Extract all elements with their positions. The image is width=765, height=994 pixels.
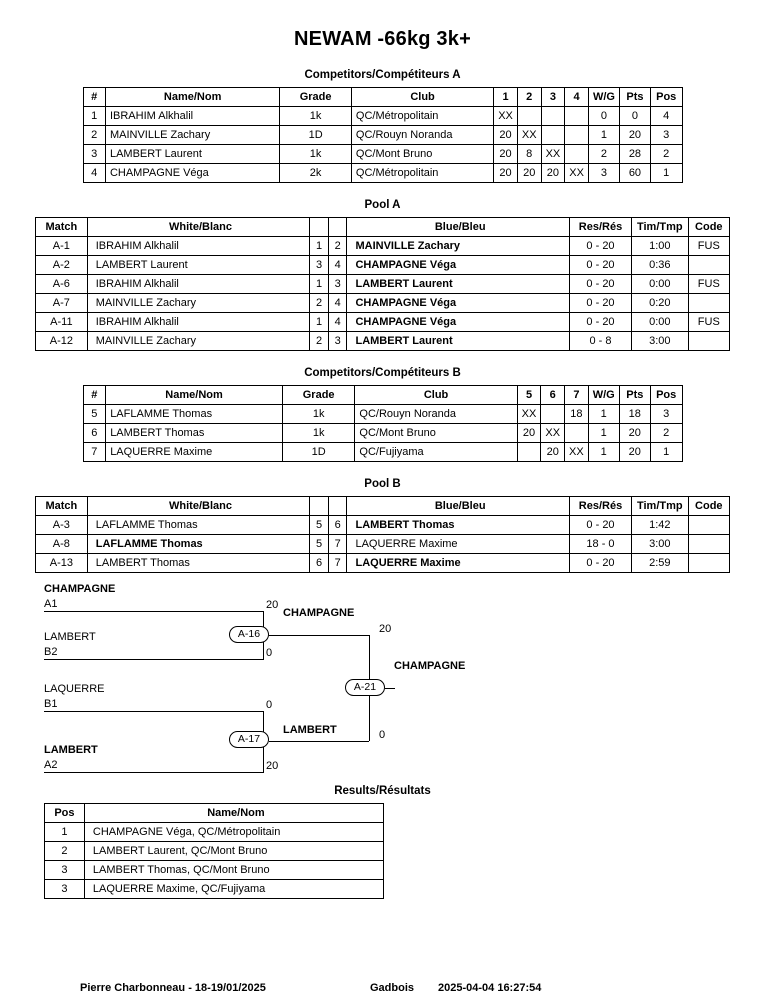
header-code: Code <box>688 497 729 516</box>
cell-blue-num: 4 <box>328 294 347 313</box>
bracket-entry-2-seed: B2 <box>44 646 58 658</box>
cell-num: 6 <box>83 424 106 443</box>
cell-pos: 3 <box>650 405 682 424</box>
bracket-final-winner: CHAMPAGNE <box>394 660 466 672</box>
cell-num: 1 <box>83 107 105 126</box>
cell-result: 0 - 20 <box>569 237 631 256</box>
header-res: Res/Rés <box>569 497 631 516</box>
table-row <box>83 424 682 443</box>
pool-b-body <box>36 516 730 573</box>
cell-pos: 1 <box>45 823 85 842</box>
cell-match: A-7 <box>36 294 88 313</box>
competitors-a-table <box>83 87 683 183</box>
cell-white-name: LAFLAMME Thomas <box>87 516 309 535</box>
cell-wg: 3 <box>588 164 619 183</box>
table-row <box>36 535 730 554</box>
cell-name: LAQUERRE Maxime, QC/Fujiyama <box>84 880 383 899</box>
cell-white-num: 5 <box>310 535 329 554</box>
cell-result: 0 - 20 <box>569 554 631 573</box>
bracket-match-node-a16[interactable]: A-16 <box>229 626 269 643</box>
cell-blue-num: 4 <box>328 256 347 275</box>
cell-time: 1:42 <box>632 516 689 535</box>
cell-result: 0 - 20 <box>569 516 631 535</box>
bracket-entry-2-name: LAMBERT <box>44 631 96 643</box>
table-header-row <box>45 804 384 823</box>
cell-blue-name: CHAMPAGNE Véga <box>347 294 569 313</box>
cell-name: LAQUERRE Maxime <box>106 443 283 462</box>
cell-pts: 60 <box>619 164 650 183</box>
cell-white-num: 1 <box>310 237 329 256</box>
competitors-b-title: Competitors/Compétiteurs B <box>304 367 461 379</box>
cell-match-2 <box>541 405 565 424</box>
cell-grade: 1D <box>282 443 355 462</box>
cell-match-1: 20 <box>494 164 518 183</box>
cell-match-4: XX <box>565 164 589 183</box>
cell-match-3: 20 <box>541 164 565 183</box>
cell-pos: 3 <box>45 861 85 880</box>
cell-match-2: 20 <box>541 443 565 462</box>
cell-pts: 0 <box>619 107 650 126</box>
cell-num: 5 <box>83 405 106 424</box>
header-grade: Grade <box>280 88 352 107</box>
cell-pos: 3 <box>650 126 682 145</box>
cell-white-name: IBRAHIM Alkhalil <box>87 275 309 294</box>
cell-wg: 1 <box>588 443 619 462</box>
header-blue: Blue/Bleu <box>347 218 569 237</box>
cell-match-2: 20 <box>517 164 541 183</box>
cell-match: A-11 <box>36 313 88 332</box>
cell-code <box>688 256 729 275</box>
cell-match: A-8 <box>36 535 88 554</box>
cell-white-name: IBRAHIM Alkhalil <box>87 313 309 332</box>
bracket-score-a2: 20 <box>266 760 279 772</box>
pool-a-body <box>36 237 730 351</box>
header-white: White/Blanc <box>87 218 309 237</box>
cell-name: LAMBERT Laurent, QC/Mont Bruno <box>84 842 383 861</box>
bracket-line <box>385 688 395 689</box>
pool-a-table <box>35 217 730 351</box>
page-title: NEWAM -66kg 3k+ <box>294 28 471 50</box>
header-blue-num <box>328 218 347 237</box>
cell-blue-num: 7 <box>328 535 347 554</box>
bracket-line <box>44 711 264 712</box>
cell-grade: 2k <box>280 164 352 183</box>
cell-white-num: 2 <box>310 332 329 351</box>
cell-time: 0:00 <box>632 275 689 294</box>
bracket-score-b1: 0 <box>266 699 273 711</box>
cell-num: 4 <box>83 164 105 183</box>
cell-club: QC/Métropolitain <box>351 164 493 183</box>
cell-num: 7 <box>83 443 106 462</box>
bracket-match-node-final[interactable]: A-21 <box>345 679 385 696</box>
competitors-b-body <box>83 405 682 462</box>
header-blue: Blue/Bleu <box>347 497 569 516</box>
header-pts: Pts <box>619 386 650 405</box>
cell-white-num: 5 <box>310 516 329 535</box>
competitors-a-title: Competitors/Compétiteurs A <box>304 69 461 81</box>
cell-blue-num: 3 <box>328 275 347 294</box>
table-row <box>36 237 730 256</box>
cell-code: FUS <box>688 313 729 332</box>
cell-white-num: 2 <box>310 294 329 313</box>
cell-wg: 1 <box>588 405 619 424</box>
cell-club: QC/Mont Bruno <box>355 424 517 443</box>
cell-white-num: 3 <box>310 256 329 275</box>
header-pos: Pos <box>650 88 682 107</box>
cell-white-num: 6 <box>310 554 329 573</box>
cell-white-name: IBRAHIM Alkhalil <box>87 237 309 256</box>
cell-match-4 <box>565 126 589 145</box>
cell-pts: 20 <box>619 424 650 443</box>
header-res: Res/Rés <box>569 218 631 237</box>
footer-event: Pierre Charbonneau - 18-19/01/2025 <box>80 982 266 994</box>
cell-time: 3:00 <box>632 535 689 554</box>
bracket-entry-4-seed: A2 <box>44 759 58 771</box>
cell-match: A-3 <box>36 516 88 535</box>
competitors-a-body <box>83 107 682 183</box>
cell-name: LAMBERT Thomas, QC/Mont Bruno <box>84 861 383 880</box>
cell-white-name: LAMBERT Thomas <box>87 554 309 573</box>
cell-pts: 28 <box>619 145 650 164</box>
bracket-line <box>44 659 264 660</box>
cell-name: MAINVILLE Zachary <box>105 126 279 145</box>
cell-time: 0:20 <box>632 294 689 313</box>
footer-timestamp: 2025-04-04 16:27:54 <box>438 982 542 994</box>
header-pos: Pos <box>650 386 682 405</box>
header-match-5: 5 <box>517 386 541 405</box>
table-row <box>45 861 384 880</box>
elimination-bracket <box>0 583 765 783</box>
bracket-semi2-winner: LAMBERT <box>283 724 337 736</box>
cell-wg: 2 <box>588 145 619 164</box>
cell-grade: 1k <box>280 145 352 164</box>
bracket-semi1-winner: CHAMPAGNE <box>283 607 355 619</box>
cell-club: QC/Rouyn Noranda <box>351 126 493 145</box>
header-white: White/Blanc <box>87 497 309 516</box>
header-match-7: 7 <box>565 386 589 405</box>
cell-time: 3:00 <box>632 332 689 351</box>
cell-match-1 <box>517 443 541 462</box>
bracket-entry-3-name: LAQUERRE <box>44 683 105 695</box>
cell-match-2: XX <box>517 126 541 145</box>
cell-num: 2 <box>83 126 105 145</box>
cell-num: 3 <box>83 145 105 164</box>
table-row <box>83 145 682 164</box>
bracket-score-semi2: 0 <box>379 729 386 741</box>
bracket-entry-3-seed: B1 <box>44 698 58 710</box>
table-header-row <box>36 497 730 516</box>
cell-blue-name: LAQUERRE Maxime <box>347 554 569 573</box>
header-wg: W/G <box>588 88 619 107</box>
cell-code <box>688 516 729 535</box>
cell-match: A-12 <box>36 332 88 351</box>
table-row <box>36 332 730 351</box>
header-match-2: 2 <box>517 88 541 107</box>
cell-match-3: XX <box>565 443 589 462</box>
cell-club: QC/Métropolitain <box>351 107 493 126</box>
table-row <box>45 842 384 861</box>
table-row <box>83 443 682 462</box>
table-row <box>83 107 682 126</box>
cell-grade: 1k <box>282 424 355 443</box>
pool-b-title: Pool B <box>364 478 401 490</box>
bracket-entry-1-seed: A1 <box>44 598 58 610</box>
bracket-line <box>44 772 264 773</box>
cell-name: LAFLAMME Thomas <box>106 405 283 424</box>
cell-match-1: XX <box>494 107 518 126</box>
cell-match-3 <box>541 107 565 126</box>
results-body <box>45 823 384 899</box>
header-num: # <box>83 88 105 107</box>
table-row <box>36 313 730 332</box>
results-table <box>44 803 384 899</box>
bracket-score-semi1: 20 <box>379 623 392 635</box>
cell-result: 0 - 8 <box>569 332 631 351</box>
cell-white-name: MAINVILLE Zachary <box>87 332 309 351</box>
bracket-line <box>44 611 264 612</box>
cell-pos: 1 <box>650 164 682 183</box>
cell-match-3: 18 <box>565 405 589 424</box>
header-white-num <box>310 497 329 516</box>
cell-code: FUS <box>688 275 729 294</box>
cell-time: 0:36 <box>632 256 689 275</box>
cell-blue-num: 7 <box>328 554 347 573</box>
cell-name: IBRAHIM Alkhalil <box>105 107 279 126</box>
cell-result: 0 - 20 <box>569 313 631 332</box>
cell-pts: 20 <box>619 126 650 145</box>
cell-result: 18 - 0 <box>569 535 631 554</box>
table-header-row <box>36 218 730 237</box>
cell-pos: 2 <box>650 424 682 443</box>
header-tim: Tim/Tmp <box>632 497 689 516</box>
cell-match-1: XX <box>517 405 541 424</box>
cell-blue-num: 4 <box>328 313 347 332</box>
cell-result: 0 - 20 <box>569 256 631 275</box>
header-tim: Tim/Tmp <box>632 218 689 237</box>
header-club: Club <box>355 386 517 405</box>
header-name: Name/Nom <box>84 804 383 823</box>
pool-a-title: Pool A <box>364 199 401 211</box>
cell-blue-num: 2 <box>328 237 347 256</box>
table-row <box>36 554 730 573</box>
table-row <box>36 256 730 275</box>
cell-blue-name: MAINVILLE Zachary <box>347 237 569 256</box>
cell-blue-num: 6 <box>328 516 347 535</box>
header-pos: Pos <box>45 804 85 823</box>
header-grade: Grade <box>282 386 355 405</box>
cell-blue-name: LAMBERT Laurent <box>347 332 569 351</box>
cell-match-3: XX <box>541 145 565 164</box>
header-club: Club <box>351 88 493 107</box>
header-match-6: 6 <box>541 386 565 405</box>
table-row <box>83 126 682 145</box>
cell-pos: 4 <box>650 107 682 126</box>
cell-result: 0 - 20 <box>569 275 631 294</box>
bracket-entry-4-name: LAMBERT <box>44 744 98 756</box>
header-name: Name/Nom <box>105 88 279 107</box>
pool-b-table <box>35 496 730 573</box>
cell-grade: 1k <box>282 405 355 424</box>
cell-match-3 <box>565 424 589 443</box>
bracket-score-a1: 20 <box>266 599 279 611</box>
cell-name: LAMBERT Thomas <box>106 424 283 443</box>
table-row <box>83 405 682 424</box>
header-name: Name/Nom <box>106 386 283 405</box>
table-row <box>45 823 384 842</box>
cell-white-name: MAINVILLE Zachary <box>87 294 309 313</box>
cell-blue-num: 3 <box>328 332 347 351</box>
cell-blue-name: LAQUERRE Maxime <box>347 535 569 554</box>
cell-match-4 <box>565 107 589 126</box>
cell-pos: 2 <box>45 842 85 861</box>
cell-name: LAMBERT Laurent <box>105 145 279 164</box>
cell-grade: 1D <box>280 126 352 145</box>
cell-wg: 1 <box>588 424 619 443</box>
bracket-line <box>269 635 369 636</box>
cell-match-2: XX <box>541 424 565 443</box>
cell-time: 2:59 <box>632 554 689 573</box>
cell-pts: 18 <box>619 405 650 424</box>
cell-name: CHAMPAGNE Véga <box>105 164 279 183</box>
header-match-4: 4 <box>565 88 589 107</box>
header-wg: W/G <box>588 386 619 405</box>
cell-club: QC/Fujiyama <box>355 443 517 462</box>
cell-code <box>688 294 729 313</box>
cell-code <box>688 535 729 554</box>
cell-code: FUS <box>688 237 729 256</box>
cell-club: QC/Mont Bruno <box>351 145 493 164</box>
cell-pos: 2 <box>650 145 682 164</box>
cell-wg: 0 <box>588 107 619 126</box>
header-white-num <box>310 218 329 237</box>
cell-match: A-6 <box>36 275 88 294</box>
table-header-row <box>83 88 682 107</box>
cell-result: 0 - 20 <box>569 294 631 313</box>
cell-match-1: 20 <box>494 126 518 145</box>
competitors-b-table <box>83 385 683 462</box>
cell-pos: 1 <box>650 443 682 462</box>
cell-match-2 <box>517 107 541 126</box>
cell-blue-name: LAMBERT Thomas <box>347 516 569 535</box>
cell-pts: 20 <box>619 443 650 462</box>
cell-club: QC/Rouyn Noranda <box>355 405 517 424</box>
cell-match: A-2 <box>36 256 88 275</box>
footer-venue: Gadbois <box>370 982 415 994</box>
bracket-line <box>269 741 369 742</box>
cell-time: 0:00 <box>632 313 689 332</box>
header-pts: Pts <box>619 88 650 107</box>
bracket-score-b2: 0 <box>266 647 273 659</box>
header-match: Match <box>36 497 88 516</box>
header-code: Code <box>688 218 729 237</box>
cell-match-4 <box>565 145 589 164</box>
cell-name: CHAMPAGNE Véga, QC/Métropolitain <box>84 823 383 842</box>
header-match-1: 1 <box>494 88 518 107</box>
table-row <box>36 275 730 294</box>
cell-code <box>688 554 729 573</box>
cell-time: 1:00 <box>632 237 689 256</box>
bracket-match-node-a17[interactable]: A-17 <box>229 731 269 748</box>
cell-blue-name: LAMBERT Laurent <box>347 275 569 294</box>
table-row <box>36 516 730 535</box>
table-row <box>83 164 682 183</box>
bracket-entry-1-name: CHAMPAGNE <box>44 583 116 595</box>
cell-pos: 3 <box>45 880 85 899</box>
cell-white-num: 1 <box>310 275 329 294</box>
cell-white-name: LAFLAMME Thomas <box>87 535 309 554</box>
cell-match-1: 20 <box>517 424 541 443</box>
header-match: Match <box>36 218 88 237</box>
cell-blue-name: CHAMPAGNE Véga <box>347 313 569 332</box>
cell-white-num: 1 <box>310 313 329 332</box>
header-match-3: 3 <box>541 88 565 107</box>
cell-white-name: LAMBERT Laurent <box>87 256 309 275</box>
cell-match-3 <box>541 126 565 145</box>
header-blue-num <box>328 497 347 516</box>
cell-match-1: 20 <box>494 145 518 164</box>
table-row <box>45 880 384 899</box>
header-num: # <box>83 386 106 405</box>
cell-blue-name: CHAMPAGNE Véga <box>347 256 569 275</box>
results-title: Results/Résultats <box>334 785 431 797</box>
cell-code <box>688 332 729 351</box>
table-header-row <box>83 386 682 405</box>
cell-match-2: 8 <box>517 145 541 164</box>
cell-wg: 1 <box>588 126 619 145</box>
cell-grade: 1k <box>280 107 352 126</box>
cell-match: A-13 <box>36 554 88 573</box>
table-row <box>36 294 730 313</box>
cell-match: A-1 <box>36 237 88 256</box>
